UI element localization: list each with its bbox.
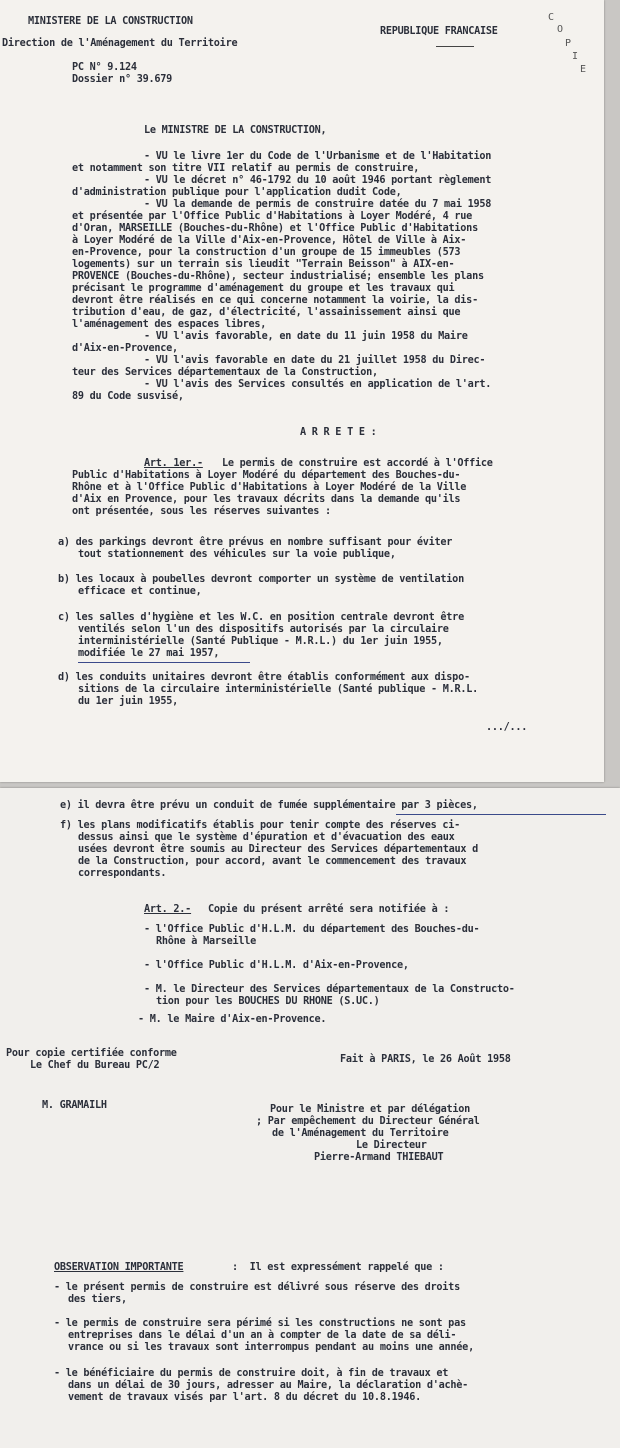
consideration-line: logements) sur un terrain sis lieudit "Terrain Beisson" à AIX-en- — [72, 259, 455, 270]
continuation-mark: .../... — [486, 722, 528, 733]
blue-pen-underline — [396, 814, 606, 815]
consideration-line: - VU la demande de permis de construire datée du 7 mai 1958 — [144, 199, 492, 210]
reserve-item-d-line: sitions de la circulaire interministérielle (Santé publique - M.R.L. — [78, 684, 479, 695]
observation-line: - le bénéficiaire du permis de construire doit, à fin de travaux et — [54, 1368, 449, 1379]
republic-underline — [436, 46, 474, 47]
observation-line: - le présent permis de construire est délivré sous réserve des droits — [54, 1282, 460, 1293]
recipient-line: tion pour les BOUCHES DU RHONE (S.UC.) — [156, 996, 380, 1007]
observation-line: entreprises dans le délai d'un an à compter de la date de sa déli- — [68, 1330, 457, 1341]
consideration-line: devront être réalisés en ce qui concerne notamment la voirie, la dis- — [72, 295, 478, 306]
reserve-item-f-line: correspondants. — [78, 868, 167, 879]
consideration-line: d'Aix-en-Provence, — [72, 343, 178, 354]
recipient-line: - l'Office Public d'H.L.M. d'Aix-en-Provence, — [144, 960, 409, 971]
consideration-line: - VU l'avis des Services consultés en application de l'art. — [144, 379, 492, 390]
consideration-line: tribution d'eau, de gaz, d'électricité, l'assainissement ainsi que — [72, 307, 461, 318]
signature-line: Pour le Ministre et par délégation — [270, 1104, 471, 1115]
copie-letter: I — [572, 51, 579, 62]
reserve-item-f-line: de la Construction, pour accord, avant le commencement des travaux — [78, 856, 467, 867]
article-2-title: Art. 2.- — [144, 904, 192, 915]
consideration-line: - VU l'avis favorable, en date du 11 juin 1958 du Maire — [144, 331, 468, 342]
recipient-line: Rhône à Marseille — [156, 936, 257, 947]
reserve-item-c-line: interministérielle (Santé Publique - M.R.L.) du 1er juin 1955, — [78, 636, 443, 647]
recipient-line: - M. le Directeur des Services départementaux de la Constructo- — [144, 984, 515, 995]
article-1-line: Rhône et à l'Office Public d'Habitations à Loyer Modéré de la Ville — [72, 482, 467, 493]
recipient-line: - M. le Maire d'Aix-en-Provence. — [138, 1014, 327, 1025]
certified-copy-line: Le Chef du Bureau PC/2 — [30, 1060, 160, 1071]
reserve-item-b-line: efficace et continue, — [78, 586, 202, 597]
direction-heading: Direction de l'Aménagement du Territoire — [2, 38, 238, 49]
pc-number: PC N° 9.124 — [72, 62, 137, 73]
signature-line: de l'Aménagement du Territoire — [272, 1128, 449, 1139]
reserve-item-d-line: d) les conduits unitaires devront être établis conformément aux dispo- — [58, 672, 470, 683]
consideration-line: précisant le programme d'aménagement du groupe et les travaux qui — [72, 283, 455, 294]
reserve-item-a-line: a) des parkings devront être prévus en nombre suffisant pour éviter — [58, 537, 453, 548]
consideration-line: d'Oran, MARSEILLE (Bouches-du-Rhône) et l'Office Public d'Habitations — [72, 223, 478, 234]
consideration-line: - VU l'avis favorable en date du 21 juillet 1958 du Direc- — [144, 355, 486, 366]
observation-line: dans un délai de 30 jours, adresser au Maire, la déclaration d'achè- — [68, 1380, 469, 1391]
article-2-text: Copie du présent arrêté sera notifiée à : — [208, 904, 450, 915]
consideration-line: en-Provence, pour la construction d'un groupe de 15 immeubles (573 — [72, 247, 461, 258]
consideration-line: - VU le décret n° 46-1792 du 10 août 1946 portant règlement — [144, 175, 492, 186]
republic-heading: REPUBLIQUE FRANCAISE — [380, 26, 498, 37]
signature-line: ; Par empêchement du Directeur Général — [256, 1116, 480, 1127]
consideration-line: - VU le livre 1er du Code de l'Urbanisme et de l'Habitation — [144, 151, 492, 162]
signer-left: M. GRAMAILH — [42, 1100, 107, 1111]
reserve-item-f-line: usées devront être soumis au Directeur des Services départementaux d — [78, 844, 479, 855]
blue-pen-underline — [78, 662, 250, 663]
reserve-item-a-line: tout stationnement des véhicules sur la voie publique, — [78, 549, 396, 560]
observation-line: vement de travaux visés par l'art. 8 du décret du 10.8.1946. — [68, 1392, 422, 1403]
observation-line: des tiers, — [68, 1294, 127, 1305]
observation-line: - le permis de construire sera périmé si les constructions ne sont pas — [54, 1318, 466, 1329]
observation-title: OBSERVATION IMPORTANTE — [54, 1262, 184, 1273]
consideration-line: d'administration publique pour l'application dudit Code, — [72, 187, 402, 198]
arrete-heading: A R R E T E : — [300, 427, 377, 438]
reserve-item-b-line: b) les locaux à poubelles devront comporter un système de ventilation — [58, 574, 464, 585]
consideration-line: et notamment son titre VII relatif au permis de construire, — [72, 163, 420, 174]
reserve-item-e-line: e) il devra être prévu un conduit de fumée supplémentaire par 3 pièces, — [60, 800, 478, 811]
reserve-item-c-line: c) les salles d'hygiène et les W.C. en position centrale devront être — [58, 612, 464, 623]
consideration-line: à Loyer Modéré de la Ville d'Aix-en-Provence, Hôtel de Ville à Aix- — [72, 235, 467, 246]
consideration-line: l'aménagement des espaces libres, — [72, 319, 267, 330]
observation-intro: : Il est expressément rappelé que : — [232, 1262, 444, 1273]
recipient-line: - l'Office Public d'H.L.M. du département des Bouches-du- — [144, 924, 480, 935]
article-1-line: d'Aix en Provence, pour les travaux décrits dans la demande qu'ils — [72, 494, 461, 505]
signature-line: Pierre-Armand THIEBAUT — [314, 1152, 444, 1163]
consideration-line: PROVENCE (Bouches-du-Rhône), secteur industrialisé; ensemble les plans — [72, 271, 484, 282]
certified-copy-line: Pour copie certifiée conforme — [6, 1048, 177, 1059]
done-at-line: Fait à PARIS, le 26 Août 1958 — [340, 1054, 511, 1065]
copie-letter: O — [557, 24, 564, 35]
copie-letter: E — [580, 64, 587, 75]
document-page-2 — [0, 788, 620, 1448]
consideration-line: 89 du Code susvisé, — [72, 391, 184, 402]
article-1-line: Le permis de construire est accordé à l'Office — [222, 458, 493, 469]
consideration-line: teur des Services départementaux de la Construction, — [72, 367, 378, 378]
signature-line: Le Directeur — [356, 1140, 427, 1151]
dossier-number: Dossier n° 39.679 — [72, 74, 173, 85]
consideration-line: et présentée par l'Office Public d'Habitations à Loyer Modéré, 4 rue — [72, 211, 473, 222]
article-1-line: Public d'Habitations à Loyer Modéré du département des Bouches-du- — [72, 470, 461, 481]
reserve-item-f-line: f) les plans modificatifs établis pour tenir compte des réserves ci- — [60, 820, 461, 831]
copie-letter: P — [565, 38, 572, 49]
reserve-item-d-line: du 1er juin 1955, — [78, 696, 179, 707]
observation-line: vrance ou si les travaux sont interrompus pendant au moins une année, — [68, 1342, 474, 1353]
minister-line: Le MINISTRE DE LA CONSTRUCTION, — [144, 125, 327, 136]
reserve-item-f-line: dessus ainsi que le système d'épuration et d'évacuation des eaux — [78, 832, 455, 843]
ministry-heading: MINISTERE DE LA CONSTRUCTION — [28, 16, 193, 27]
copie-letter: C — [548, 12, 555, 23]
article-1-line: ont présentée, sous les réserves suivantes : — [72, 506, 331, 517]
reserve-item-c-line: ventilés selon l'un des dispositifs autorisés par la circulaire — [78, 624, 449, 635]
reserve-item-c-line: modifiée le 27 mai 1957, — [78, 648, 220, 659]
article-1-title: Art. 1er.- — [144, 458, 203, 469]
